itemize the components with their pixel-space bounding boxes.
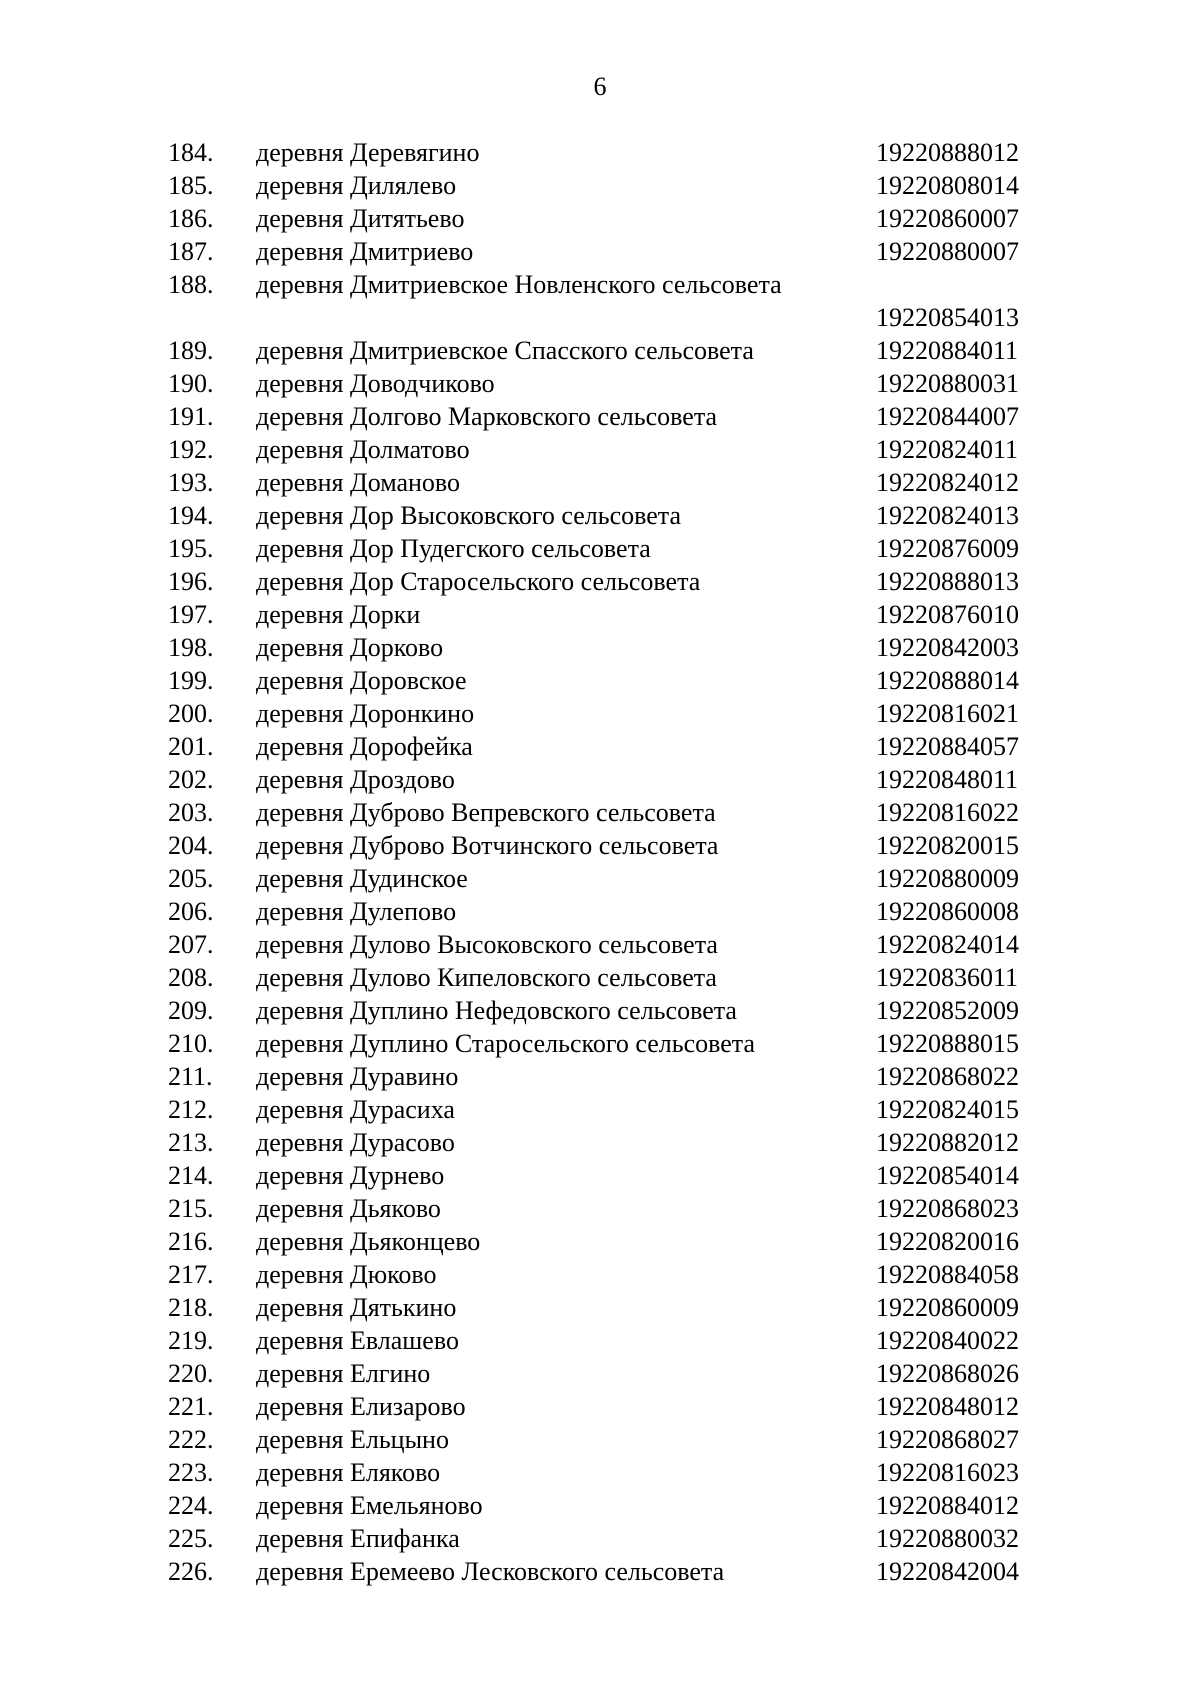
oktmo-code: 19220880032 <box>876 1524 1019 1553</box>
oktmo-code: 19220860007 <box>876 204 1019 233</box>
list-row <box>0 268 1200 334</box>
row-number: 217. <box>168 1260 214 1289</box>
list-row <box>0 1489 1200 1522</box>
list-row <box>0 235 1200 268</box>
oktmo-code: 19220888015 <box>876 1029 1019 1058</box>
list-row <box>0 730 1200 763</box>
settlement-name: деревня Долматово <box>256 435 470 464</box>
settlement-name: деревня Еремеево Лесковского сельсовета <box>256 1557 725 1586</box>
row-number: 222. <box>168 1425 214 1454</box>
settlement-name: деревня Дурасиха <box>256 1095 455 1124</box>
row-number: 192. <box>168 435 214 464</box>
list-row <box>0 895 1200 928</box>
oktmo-code: 19220876010 <box>876 600 1019 629</box>
oktmo-code: 19220868027 <box>876 1425 1019 1454</box>
settlement-name: деревня Доманово <box>256 468 461 497</box>
list-row <box>0 565 1200 598</box>
settlement-name: деревня Дорофейка <box>256 732 473 761</box>
oktmo-code: 19220820015 <box>876 831 1019 860</box>
list-row <box>0 763 1200 796</box>
oktmo-code: 19220852009 <box>876 996 1019 1025</box>
oktmo-code: 19220880009 <box>876 864 1019 893</box>
settlement-name: деревня Дмитриево <box>256 237 474 266</box>
list-row <box>0 1126 1200 1159</box>
list-row <box>0 862 1200 895</box>
list-row <box>0 466 1200 499</box>
list-row <box>0 1555 1200 1588</box>
oktmo-code: 19220868023 <box>876 1194 1019 1223</box>
list-row <box>0 598 1200 631</box>
oktmo-code: 19220844007 <box>876 402 1019 431</box>
list-row <box>0 136 1200 169</box>
oktmo-code: 19220836011 <box>876 963 1019 992</box>
list-row <box>0 202 1200 235</box>
row-number: 209. <box>168 996 214 1025</box>
list-row <box>0 961 1200 994</box>
settlement-name: деревня Долгово Марковского сельсовета <box>256 402 718 431</box>
list-row <box>0 994 1200 1027</box>
row-number: 207. <box>168 930 214 959</box>
settlement-name: деревня Дуплино Старосельского сельсовета <box>256 1029 756 1058</box>
oktmo-code: 19220854014 <box>876 1161 1019 1190</box>
list-row <box>0 1390 1200 1423</box>
row-number: 211. <box>168 1062 213 1091</box>
list-row <box>0 664 1200 697</box>
row-number: 195. <box>168 534 214 563</box>
row-number: 226. <box>168 1557 214 1586</box>
oktmo-code: 19220816023 <box>876 1458 1019 1487</box>
list-row <box>0 1357 1200 1390</box>
settlement-name: деревня Дилялево <box>256 171 457 200</box>
list-row <box>0 499 1200 532</box>
row-number: 204. <box>168 831 214 860</box>
oktmo-code: 19220860009 <box>876 1293 1019 1322</box>
row-number: 193. <box>168 468 214 497</box>
oktmo-code: 19220884057 <box>876 732 1019 761</box>
settlement-name: деревня Дьяково <box>256 1194 441 1223</box>
list-row <box>0 532 1200 565</box>
settlement-name: деревня Доронкино <box>256 699 475 728</box>
oktmo-code: 19220824011 <box>876 435 1019 464</box>
list-row <box>0 1522 1200 1555</box>
settlement-name: деревня Епифанка <box>256 1524 460 1553</box>
row-number: 218. <box>168 1293 214 1322</box>
settlement-name: деревня Дуравино <box>256 1062 459 1091</box>
oktmo-code: 19220848011 <box>876 765 1019 794</box>
oktmo-code: 19220868022 <box>876 1062 1019 1091</box>
row-number: 220. <box>168 1359 214 1388</box>
settlement-name: деревня Емельяново <box>256 1491 483 1520</box>
settlement-name: деревня Доводчиково <box>256 369 495 398</box>
oktmo-code: 19220824015 <box>876 1095 1019 1124</box>
settlement-name: деревня Елгино <box>256 1359 431 1388</box>
list-row <box>0 1258 1200 1291</box>
settlement-name: деревня Дулово Кипеловского сельсовета <box>256 963 717 992</box>
row-number: 189. <box>168 336 214 365</box>
list-row <box>0 1225 1200 1258</box>
row-number: 205. <box>168 864 214 893</box>
list-row <box>0 796 1200 829</box>
oktmo-code: 19220888014 <box>876 666 1019 695</box>
list-row <box>0 1324 1200 1357</box>
settlement-name: деревня Дуброво Вотчинского сельсовета <box>256 831 719 860</box>
oktmo-code: 19220888013 <box>876 567 1019 596</box>
row-number: 184. <box>168 138 214 167</box>
settlement-name: деревня Дор Старосельского сельсовета <box>256 567 701 596</box>
row-number: 223. <box>168 1458 214 1487</box>
list-row <box>0 400 1200 433</box>
list-row <box>0 1192 1200 1225</box>
oktmo-code: 19220808014 <box>876 171 1019 200</box>
list-row <box>0 1093 1200 1126</box>
row-number: 201. <box>168 732 214 761</box>
oktmo-code: 19220880007 <box>876 237 1019 266</box>
row-number: 208. <box>168 963 214 992</box>
oktmo-code: 19220840022 <box>876 1326 1019 1355</box>
row-number: 197. <box>168 600 214 629</box>
list-row <box>0 1060 1200 1093</box>
row-number: 219. <box>168 1326 214 1355</box>
row-number: 190. <box>168 369 214 398</box>
oktmo-code: 19220876009 <box>876 534 1019 563</box>
row-number: 194. <box>168 501 214 530</box>
list-row <box>0 169 1200 202</box>
list-row <box>0 1456 1200 1489</box>
oktmo-code: 19220820016 <box>876 1227 1019 1256</box>
settlement-name: деревня Дуброво Вепревского сельсовета <box>256 798 716 827</box>
oktmo-code: 19220884011 <box>876 336 1019 365</box>
settlement-name: деревня Дюково <box>256 1260 437 1289</box>
row-number: 206. <box>168 897 214 926</box>
oktmo-code: 19220888012 <box>876 138 1019 167</box>
settlement-name: деревня Елизарово <box>256 1392 466 1421</box>
settlement-list <box>0 136 1200 1588</box>
list-row <box>0 1159 1200 1192</box>
row-number: 199. <box>168 666 214 695</box>
settlement-name: деревня Доровское <box>256 666 467 695</box>
oktmo-code: 19220848012 <box>876 1392 1019 1421</box>
row-number: 224. <box>168 1491 214 1520</box>
settlement-name: деревня Дмитриевское Новленского сельсовета <box>256 270 782 299</box>
oktmo-code: 19220882012 <box>876 1128 1019 1157</box>
row-number: 212. <box>168 1095 214 1124</box>
row-number: 214. <box>168 1161 214 1190</box>
settlement-name: деревня Дьяконцево <box>256 1227 481 1256</box>
row-number: 200. <box>168 699 214 728</box>
list-row <box>0 928 1200 961</box>
row-number: 188. <box>168 270 214 299</box>
settlement-name: деревня Дроздово <box>256 765 455 794</box>
oktmo-code: 19220880031 <box>876 369 1019 398</box>
settlement-name: деревня Дулепово <box>256 897 457 926</box>
row-number: 202. <box>168 765 214 794</box>
settlement-name: деревня Дятькино <box>256 1293 457 1322</box>
settlement-name: деревня Дулово Высоковского сельсовета <box>256 930 718 959</box>
row-number: 225. <box>168 1524 214 1553</box>
page-number: 6 <box>593 72 607 101</box>
row-number: 191. <box>168 402 214 431</box>
list-row <box>0 829 1200 862</box>
settlement-name: деревня Дмитриевское Спасского сельсовета <box>256 336 754 365</box>
settlement-name: деревня Дуплино Нефедовского сельсовета <box>256 996 737 1025</box>
oktmo-code: 19220842003 <box>876 633 1019 662</box>
oktmo-code: 19220884058 <box>876 1260 1019 1289</box>
settlement-name: деревня Дурнево <box>256 1161 445 1190</box>
oktmo-code: 19220854013 <box>876 303 1019 332</box>
oktmo-code: 19220824014 <box>876 930 1019 959</box>
row-number: 186. <box>168 204 214 233</box>
oktmo-code: 19220816022 <box>876 798 1019 827</box>
row-number: 187. <box>168 237 214 266</box>
settlement-name: деревня Деревягино <box>256 138 480 167</box>
settlement-name: деревня Ельцыно <box>256 1425 449 1454</box>
oktmo-code: 19220816021 <box>876 699 1019 728</box>
list-row <box>0 1291 1200 1324</box>
settlement-name: деревня Дорково <box>256 633 444 662</box>
row-number: 221. <box>168 1392 214 1421</box>
oktmo-code: 19220824013 <box>876 501 1019 530</box>
oktmo-code: 19220884012 <box>876 1491 1019 1520</box>
oktmo-code: 19220842004 <box>876 1557 1019 1586</box>
list-row <box>0 433 1200 466</box>
settlement-name: деревня Дор Пудегского сельсовета <box>256 534 651 563</box>
list-row <box>0 697 1200 730</box>
row-number: 215. <box>168 1194 214 1223</box>
row-number: 216. <box>168 1227 214 1256</box>
row-number: 196. <box>168 567 214 596</box>
row-number: 185. <box>168 171 214 200</box>
row-number: 213. <box>168 1128 214 1157</box>
list-row <box>0 1423 1200 1456</box>
list-row <box>0 1027 1200 1060</box>
settlement-name: деревня Евлашево <box>256 1326 459 1355</box>
settlement-name: деревня Еляково <box>256 1458 441 1487</box>
row-number: 210. <box>168 1029 214 1058</box>
settlement-name: деревня Дорки <box>256 600 421 629</box>
list-row <box>0 631 1200 664</box>
settlement-name: деревня Дор Высоковского сельсовета <box>256 501 682 530</box>
list-row <box>0 367 1200 400</box>
list-row <box>0 334 1200 367</box>
row-number: 203. <box>168 798 214 827</box>
settlement-name: деревня Дитятьево <box>256 204 465 233</box>
row-number: 198. <box>168 633 214 662</box>
oktmo-code: 19220868026 <box>876 1359 1019 1388</box>
settlement-name: деревня Дудинское <box>256 864 468 893</box>
oktmo-code: 19220824012 <box>876 468 1019 497</box>
settlement-name: деревня Дурасово <box>256 1128 455 1157</box>
oktmo-code: 19220860008 <box>876 897 1019 926</box>
